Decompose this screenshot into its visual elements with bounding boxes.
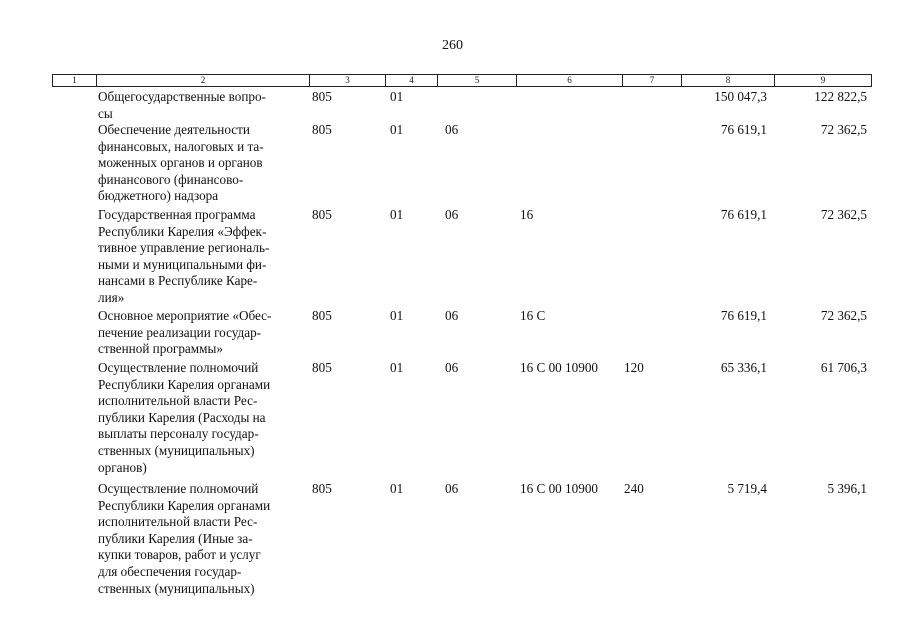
header-col-9: 9 <box>820 75 826 85</box>
row-name: Обеспечение деятельности финансовых, налоговых и та- моженных органов и органов финансового (финансово- бюджетного) надзора <box>98 122 264 204</box>
row-amount-2: 72 362,5 <box>820 308 867 323</box>
header-col-5: 5 <box>438 75 517 86</box>
row-name: Осуществление полномочий Республики Карелия органами исполнительной власти Рес- публики Карелия (Расходы на выплаты персоналу государ- ственных (муниципальных) органов) <box>98 360 271 475</box>
row-target: 16 С 00 10900 <box>520 481 599 496</box>
row-name: Основное мероприятие «Обес- печение реализации государ- ственной программы» <box>98 308 272 357</box>
budget-table <box>52 74 872 599</box>
header-col-6: 6 <box>517 75 623 86</box>
header-col-4: 4 <box>386 75 438 86</box>
row-subsection: 01 <box>390 89 404 104</box>
row-name: Осуществление полномочий Республики Карелия органами исполнительной власти Рес- публики Карелия (Иные за- купки товаров, работ и услуг для обеспечения государ- ственных (муниципальных) <box>98 481 271 596</box>
row-target: 16 С <box>520 308 546 323</box>
row-name: Общегосударственные вопро- сы <box>98 89 266 121</box>
row-subsection: 01 <box>390 308 404 323</box>
table-row <box>52 481 872 601</box>
row-amount-1: 76 619,1 <box>720 308 767 323</box>
table-row <box>52 122 872 207</box>
table-row <box>52 207 872 308</box>
row-section: 805 <box>312 207 332 222</box>
table-row <box>52 360 872 481</box>
row-subsubsection: 06 <box>445 308 459 323</box>
row-section: 805 <box>312 481 332 496</box>
row-subsection: 01 <box>390 481 404 496</box>
row-expense-type: 240 <box>624 481 644 496</box>
row-amount-1: 65 336,1 <box>720 360 767 375</box>
header-col-2: 2 <box>97 75 310 86</box>
row-amount-1: 76 619,1 <box>720 207 767 222</box>
row-subsection: 01 <box>390 207 404 222</box>
header-col-8: 8 <box>682 75 775 86</box>
row-amount-2: 61 706,3 <box>820 360 867 375</box>
table-row <box>52 308 872 360</box>
row-subsection: 01 <box>390 122 404 137</box>
row-section: 805 <box>312 360 332 375</box>
row-subsection: 01 <box>390 360 404 375</box>
row-section: 805 <box>312 308 332 323</box>
header-col-3: 3 <box>310 75 386 86</box>
row-name: Государственная программа Республики Карелия «Эффек- тивное управление региональ- ными и муниципальными фи- нансами в Республике Каре- лия» <box>98 207 270 305</box>
header-col-7: 7 <box>623 75 682 86</box>
header-col-1: 1 <box>53 75 97 86</box>
row-amount-1: 76 619,1 <box>720 122 767 137</box>
row-subsubsection: 06 <box>445 207 459 222</box>
row-expense-type: 120 <box>624 360 644 375</box>
row-section: 805 <box>312 122 332 137</box>
row-amount-1: 5 719,4 <box>727 481 767 496</box>
row-target: 16 <box>520 207 534 222</box>
page-number: 260 <box>442 38 463 53</box>
row-amount-1: 150 047,3 <box>714 89 767 104</box>
row-amount-2: 122 822,5 <box>814 89 867 104</box>
row-target: 16 С 00 10900 <box>520 360 599 375</box>
row-subsubsection: 06 <box>445 360 459 375</box>
table-row <box>52 89 872 122</box>
row-subsubsection: 06 <box>445 481 459 496</box>
row-subsubsection: 06 <box>445 122 459 137</box>
row-section: 805 <box>312 89 332 104</box>
row-amount-2: 72 362,5 <box>820 207 867 222</box>
row-amount-2: 5 396,1 <box>827 481 867 496</box>
column-number-header <box>52 74 872 87</box>
row-amount-2: 72 362,5 <box>820 122 867 137</box>
